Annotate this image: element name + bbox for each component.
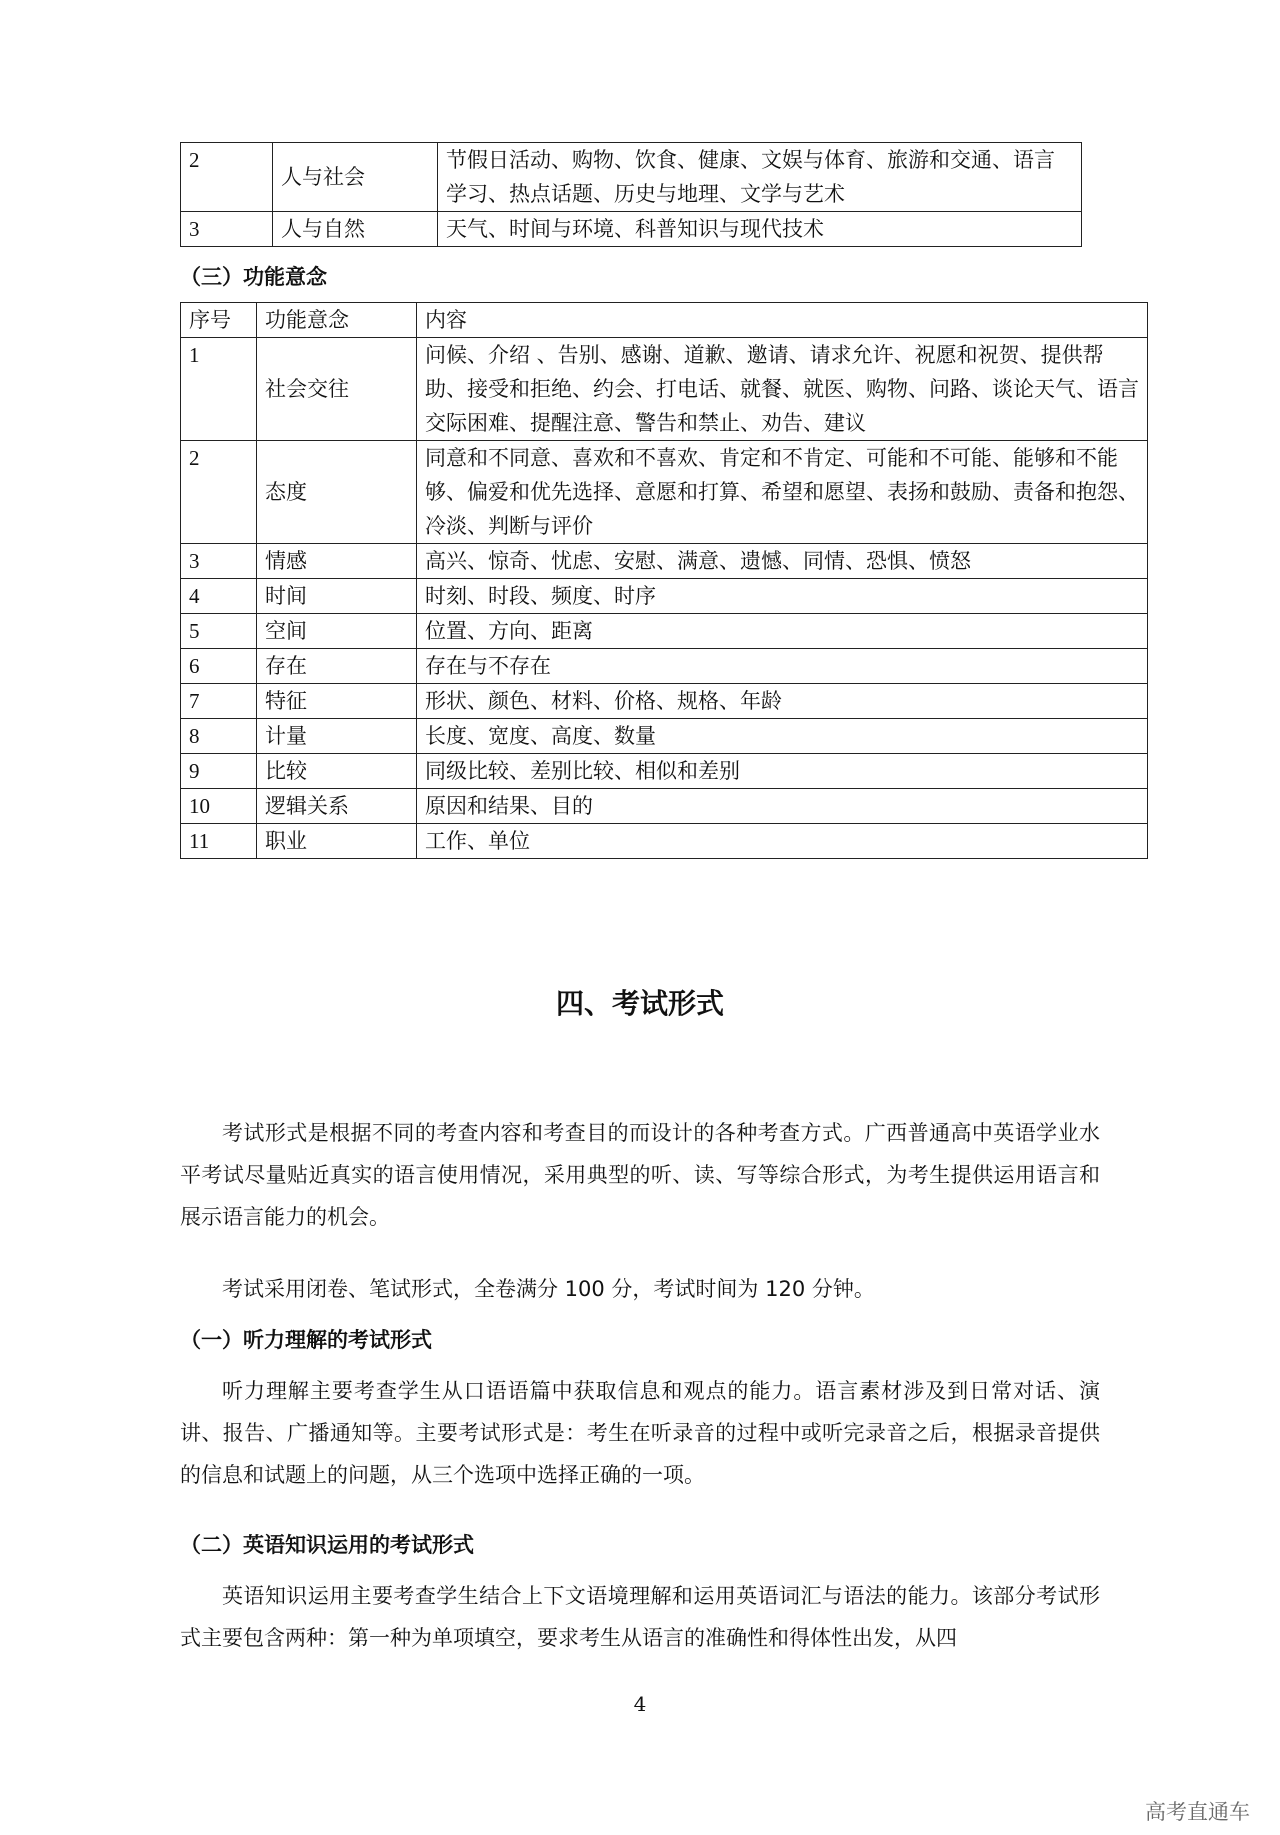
table-row — [181, 614, 1148, 649]
listening-heading: （一）听力理解的考试形式 — [180, 1328, 432, 1352]
function-name: 职业 — [257, 824, 417, 859]
function-name: 社会交往 — [257, 338, 417, 441]
function-content: 形状、颜色、材料、价格、规格、年龄 — [417, 684, 1148, 719]
function-section-heading: （三）功能意念 — [180, 265, 327, 289]
header-content: 内容 — [417, 303, 1148, 338]
table-row — [181, 649, 1148, 684]
row-number: 5 — [181, 614, 257, 649]
table-row — [181, 754, 1148, 789]
exam-format-text: 考试采用闭卷、笔试形式，全卷满分 100 分，考试时间为 120 分钟。 — [222, 1277, 875, 1301]
function-name: 时间 — [257, 579, 417, 614]
theme-content: 节假日活动、购物、饮食、健康、文娱与体育、旅游和交通、语言学习、热点话题、历史与地理、文学与艺术 — [438, 143, 1082, 212]
function-table — [180, 302, 1148, 859]
function-content: 同意和不同意、喜欢和不喜欢、肯定和不肯定、可能和不可能、能够和不能够、偏爱和优先选择、意愿和打算、希望和愿望、表扬和鼓励、责备和抱怨、冷淡、判断与评价 — [417, 441, 1148, 544]
page-number: 4 — [633, 1692, 647, 1716]
knowledge-text: 英语知识运用主要考查学生结合上下文语境理解和运用英语词汇与语法的能力。该部分考试形式主要包含两种：第一种为单项填空，要求考生从语言的准确性和得体性出发，从四 — [180, 1584, 1100, 1650]
watermark: 高考直通车 — [1145, 1800, 1250, 1824]
row-number: 2 — [181, 143, 273, 212]
function-content: 时刻、时段、频度、时序 — [417, 579, 1148, 614]
table-row — [181, 338, 1148, 441]
function-content: 高兴、惊奇、忧虑、安慰、满意、遗憾、同情、恐惧、愤怒 — [417, 544, 1148, 579]
knowledge-heading: （二）英语知识运用的考试形式 — [180, 1533, 474, 1557]
theme-name: 人与自然 — [273, 212, 438, 247]
function-name: 逻辑关系 — [257, 789, 417, 824]
header-function: 功能意念 — [257, 303, 417, 338]
row-number: 2 — [181, 441, 257, 544]
row-number: 4 — [181, 579, 257, 614]
row-number: 10 — [181, 789, 257, 824]
theme-table — [180, 142, 1082, 247]
table-row — [181, 719, 1148, 754]
theme-content: 天气、时间与环境、科普知识与现代技术 — [438, 212, 1082, 247]
table-row — [181, 143, 1082, 212]
function-content: 问候、介绍 、告别、感谢、道歉、邀请、请求允许、祝愿和祝贺、提供帮助、接受和拒绝、约会、打电话、就餐、就医、购物、问路、谈论天气、语言交际困难、提醒注意、警告和禁止、劝告、建议 — [417, 338, 1148, 441]
listening-text: 听力理解主要考查学生从口语语篇中获取信息和观点的能力。语言素材涉及到日常对话、演讲、报告、广播通知等。主要考试形式是：考生在听录音的过程中或听完录音之后，根据录音提供的信息和试题上的问题，从三个选项中选择正确的一项。 — [180, 1379, 1100, 1487]
table-row — [181, 789, 1148, 824]
function-content: 同级比较、差别比较、相似和差别 — [417, 754, 1148, 789]
table-header-row — [181, 303, 1148, 338]
row-number: 8 — [181, 719, 257, 754]
function-name: 情感 — [257, 544, 417, 579]
row-number: 6 — [181, 649, 257, 684]
table-row — [181, 212, 1082, 247]
exam-form-intro: 考试形式是根据不同的考查内容和考查目的而设计的各种考查方式。广西普通高中英语学业水平考试尽量贴近真实的语言使用情况，采用典型的听、读、写等综合形式，为考生提供运用语言和展示语言能力的机会。 — [180, 1121, 1100, 1229]
header-num: 序号 — [181, 303, 257, 338]
row-number: 3 — [181, 544, 257, 579]
row-number: 3 — [181, 212, 273, 247]
exam-form-title: 四、考试形式 — [555, 987, 724, 1020]
function-name: 空间 — [257, 614, 417, 649]
function-name: 计量 — [257, 719, 417, 754]
theme-name: 人与社会 — [273, 143, 438, 212]
function-content: 工作、单位 — [417, 824, 1148, 859]
function-content: 位置、方向、距离 — [417, 614, 1148, 649]
table-row — [181, 824, 1148, 859]
function-name: 存在 — [257, 649, 417, 684]
function-content: 长度、宽度、高度、数量 — [417, 719, 1148, 754]
row-number: 7 — [181, 684, 257, 719]
table-row — [181, 684, 1148, 719]
function-name: 态度 — [257, 441, 417, 544]
table-row — [181, 544, 1148, 579]
function-name: 特征 — [257, 684, 417, 719]
function-content: 原因和结果、目的 — [417, 789, 1148, 824]
row-number: 1 — [181, 338, 257, 441]
row-number: 9 — [181, 754, 257, 789]
function-name: 比较 — [257, 754, 417, 789]
table-row — [181, 441, 1148, 544]
table-row — [181, 579, 1148, 614]
row-number: 11 — [181, 824, 257, 859]
function-content: 存在与不存在 — [417, 649, 1148, 684]
